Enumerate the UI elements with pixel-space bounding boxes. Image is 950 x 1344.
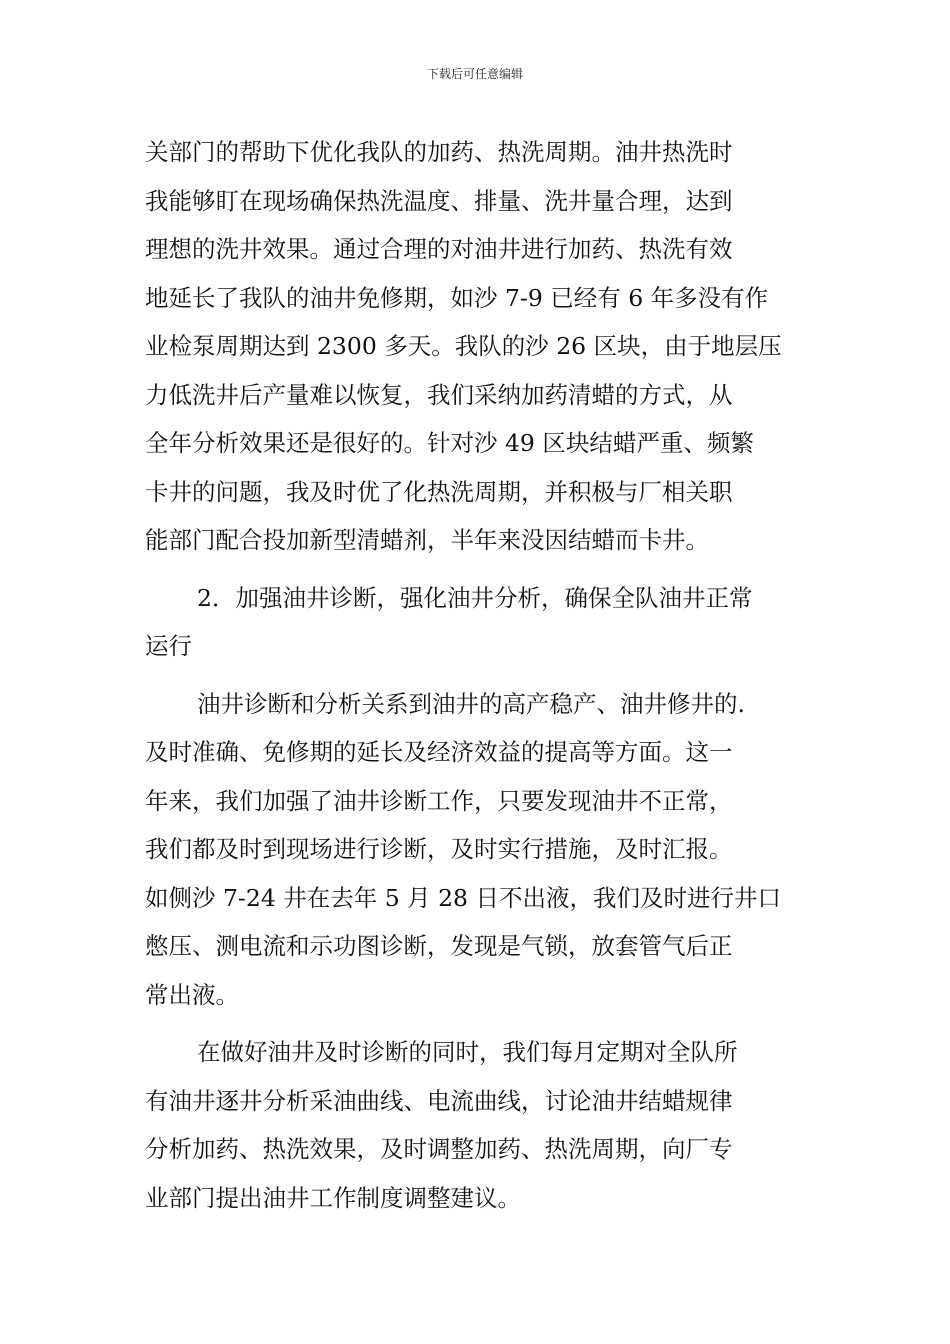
paragraph-4: [145, 1028, 805, 1222]
text-line: 油井诊断和分析关系到油井的高产稳产、油井修井的.: [197, 689, 745, 718]
text-line: 及时准确、免修期的延长及经济效益的提高等方面。这一: [145, 738, 733, 766]
text-line: 关部门的帮助下优化我队的加药、热洗周期。油井热洗时: [145, 138, 733, 166]
text-line: 我们都及时到现场进行诊断，及时实行措施，及时汇报。: [145, 835, 733, 863]
section-heading-2: [145, 574, 805, 671]
text-line: 能部门配合投加新型清蜡剂，半年来没因结蜡而卡井。: [145, 526, 709, 554]
heading-line: 2．加强油井诊断，强化油井分析，确保全队油井正常: [197, 583, 753, 612]
text-line: 如侧沙 7-24 井在去年 5 月 28 日不出液，我们及时进行井口: [145, 883, 781, 912]
header-note: 下载后可任意编辑: [426, 67, 523, 81]
paragraph-3: [145, 680, 805, 1020]
body-text: [145, 128, 805, 1231]
text-line: 卡井的问题，我及时优了化热洗周期，并积极与厂相关职: [145, 477, 733, 506]
text-line: 理想的洗井效果。通过合理的对油井进行加药、热洗有效: [145, 235, 733, 263]
heading-line: 运行: [145, 632, 192, 660]
text-line: 分析加药、热洗效果，及时调整加药、热洗周期，向厂专: [145, 1135, 733, 1163]
text-line: 业部门提出油井工作制度调整建议。: [145, 1183, 521, 1212]
text-line: 有油井逐井分析采油曲线、电流曲线，讨论油井结蜡规律: [145, 1086, 733, 1115]
text-line: 在做好油井及时诊断的同时，我们每月定期对全队所: [197, 1038, 738, 1066]
text-line: 我能够盯在现场确保热洗温度、排量、洗井量合理，达到: [145, 186, 733, 215]
text-line: 业检泵周期达到 2300 多天。我队的沙 26 区块，由于地层压: [145, 332, 782, 360]
text-line: 地延长了我队的油井免修期，如沙 7-9 已经有 6 年多没有作: [145, 283, 769, 312]
text-line: 年来，我们加强了油井诊断工作，只要发现油井不正常，: [145, 786, 733, 815]
text-line: 常出液。: [145, 980, 239, 1009]
text-line: 憋压、测电流和示功图诊断，发现是气锁，放套管气后正: [145, 932, 733, 960]
text-line: 全年分析效果还是很好的。针对沙 49 区块结蜡严重、频繁: [145, 429, 754, 457]
paragraph-1: [145, 128, 805, 565]
text-line: 力低洗井后产量难以恢复，我们采纳加药清蜡的方式，从: [145, 380, 733, 409]
